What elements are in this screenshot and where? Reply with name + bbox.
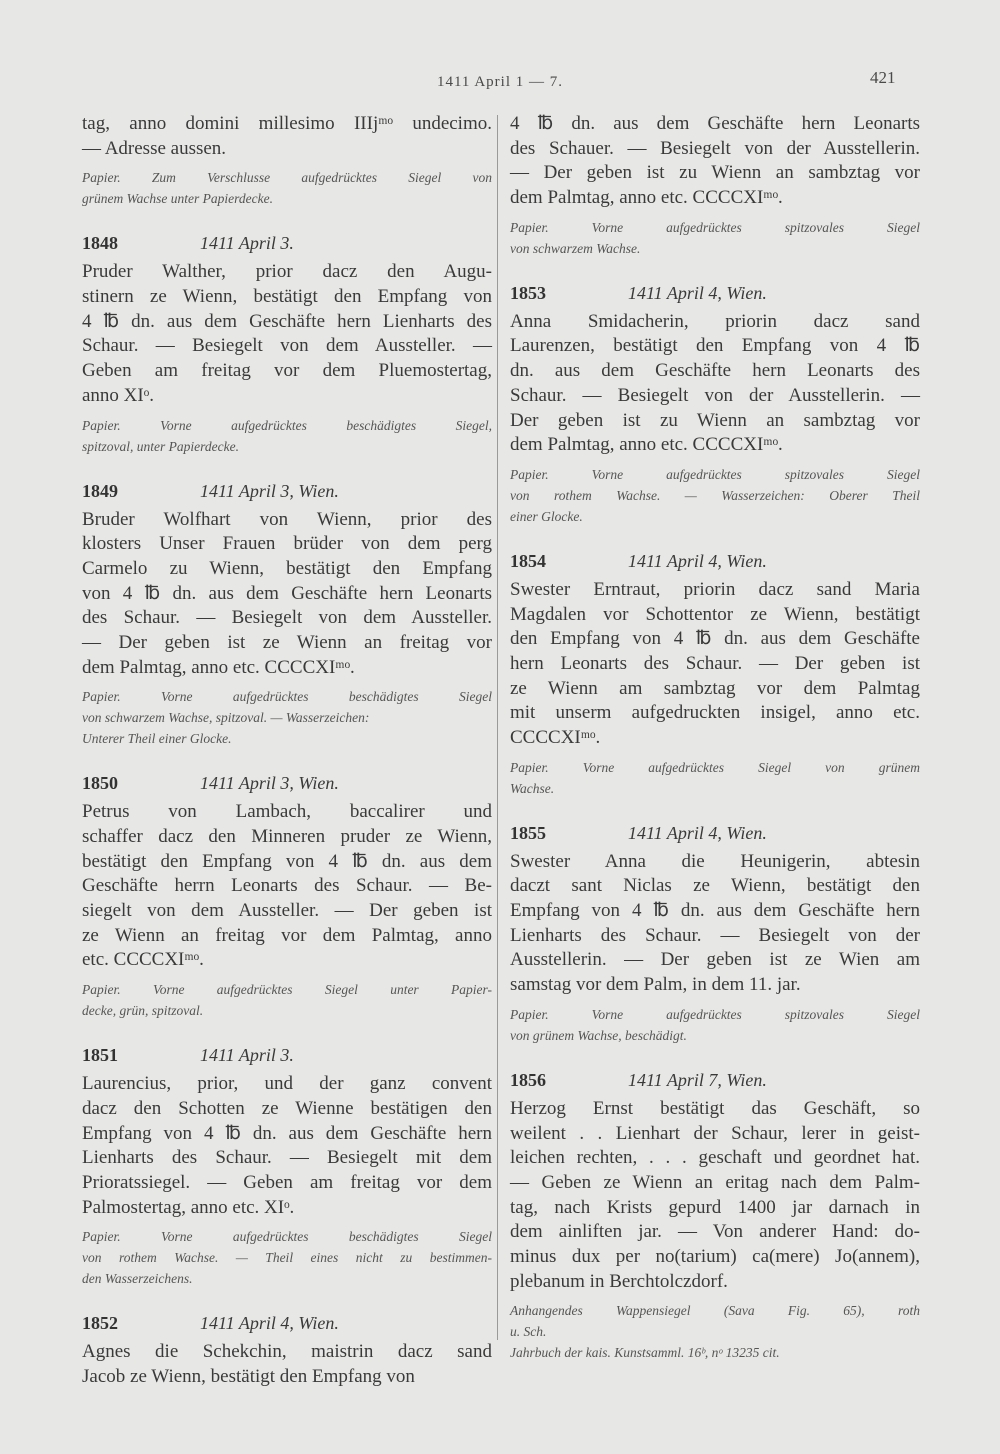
text-line: des Schaur. — Besiegelt von dem Aussteller. (82, 607, 492, 629)
text-line: — Adresse aussen. (82, 137, 227, 159)
entry-header (510, 276, 920, 310)
text-line: Der geben ist zu Wienn an sambztag vor (510, 409, 920, 431)
text-line: den Empfang von 4 ℔ dn. aus dem Geschäfte (510, 628, 920, 650)
text-line: 4 ℔ dn. aus dem Geschäfte hern Lienharts des (82, 310, 492, 332)
entry-date: 1411 April 3, Wien. (200, 773, 339, 794)
column-divider (497, 115, 498, 1340)
entry-date: 1411 April 4, Wien. (628, 822, 767, 843)
text-line: Ausstellerin. — Der geben ist ze Wien am (510, 949, 920, 971)
text-line: Schaur. — Besiegelt von dem Aussteller. — (82, 335, 492, 357)
entry-number: 1856 (510, 1069, 546, 1090)
entry-number: 1851 (82, 1045, 118, 1066)
entry-number: 1848 (82, 233, 118, 254)
text-line: mit unserm aufgedruckten insigel, anno etc. (510, 702, 920, 724)
note-line: von schwarzem Wachse, spitzoval. — Wasserzeichen: (82, 710, 370, 726)
note-line: Papier. Vorne aufgedrücktes spitzovales Siegel (510, 219, 920, 235)
text-line: Swester Anna die Heunigerin, abtesin (510, 850, 920, 872)
entry (82, 112, 492, 209)
note-line: spitzoval, unter Papierdecke. (82, 438, 239, 454)
text-line: Lienharts des Schaur. — Besiegelt von der (510, 924, 920, 946)
entry-header (82, 766, 492, 800)
text-line: Carmelo zu Wienn, bestätigt den Empfang (82, 557, 492, 579)
text-line: CCCCXIᵐᵒ. (510, 727, 601, 748)
text-line: daczt sant Niclas ze Wienn, bestätigt den (510, 875, 920, 897)
entry-number: 1852 (82, 1313, 118, 1334)
text-line: Herzog Ernst bestätigt das Geschäft, so (510, 1097, 920, 1119)
text-line: dem Palmtag, anno etc. CCCCXIᵐᵒ. (82, 656, 355, 678)
entry-date: 1411 April 4, Wien. (200, 1313, 339, 1334)
entry-header (82, 474, 492, 508)
entry-number: 1853 (510, 282, 546, 303)
entry (510, 276, 920, 527)
entry-header (510, 816, 920, 850)
text-line: Jacob ze Wienn, bestätigt den Empfang von (82, 1365, 415, 1387)
text-line: Geben am freitag vor dem Pluemostertag, (82, 360, 492, 382)
entry (82, 1306, 492, 1389)
text-line: Pruder Walther, prior dacz den Augu- (82, 261, 492, 283)
note-line: Jahrbuch der kais. Kunstsamml. 16ᵇ, nᵒ 13235 cit. (510, 1345, 780, 1361)
text-line: Prioratssiegel. — Geben am freitag vor dem (82, 1171, 492, 1193)
entry-header (82, 1306, 492, 1340)
entry-header (510, 544, 920, 578)
note-line: von schwarzem Wachse. (510, 240, 641, 256)
page-number: 421 (870, 68, 896, 87)
entry-date: 1411 April 3. (200, 1045, 294, 1066)
note-line: Wachse. (510, 780, 555, 796)
text-line: leichen rechten, . . . geschaft und geordnet hat. (510, 1147, 920, 1169)
text-line: hern Leonarts des Schaur. — Der geben ist (510, 652, 920, 674)
text-line: dacz den Schotten ze Wienne bestätigen den (82, 1097, 492, 1119)
text-line: Empfang von 4 ℔ dn. aus dem Geschäfte hern (510, 900, 920, 922)
text-line: dn. aus dem Geschäfte hern Leonarts des (510, 360, 920, 382)
entry-date: 1411 April 4, Wien. (628, 282, 767, 303)
text-line: Anna Smidacherin, priorin dacz sand (510, 310, 920, 332)
note-line: u. Sch. (510, 1324, 547, 1340)
text-line: anno XIᵒ. (82, 384, 154, 406)
note-line: von grünem Wachse, beschädigt. (510, 1027, 687, 1043)
text-line: Agnes die Schekchin, maistrin dacz sand (82, 1341, 492, 1363)
note-line: Papier. Vorne aufgedrücktes Siegel unter Papier- (82, 982, 492, 998)
entry (82, 766, 492, 1021)
text-line: Magdalen vor Schottentor ze Wienn, bestätigt (510, 603, 920, 625)
note-line: von rothem Wachse. — Wasserzeichen: Oberer Theil (510, 487, 920, 503)
text-line: des Schauer. — Besiegelt von der Ausstellerin. (510, 137, 920, 159)
text-line: Schaur. — Besiegelt von der Ausstellerin. — (510, 384, 920, 406)
entry-date: 1411 April 3, Wien. (200, 480, 339, 501)
entry (82, 474, 492, 750)
running-head: 1411 April 1 — 7. (436, 74, 564, 90)
entry-date: 1411 April 4, Wien. (628, 550, 767, 571)
text-line: ze Wienn an freitag vor dem Palmtag, anno (82, 924, 492, 946)
note-line: Papier. Zum Verschlusse aufgedrücktes Siegel von (82, 170, 492, 186)
note-line: Anhangendes Wappensiegel (Sava Fig. 65), roth (510, 1303, 920, 1319)
entry-header (510, 1063, 920, 1097)
text-line: siegelt von dem Aussteller. — Der geben ist (82, 900, 492, 922)
text-line: schaffer dacz den Minneren pruder ze Wienn, (82, 826, 492, 847)
text-line: Lienharts des Schaur. — Besiegelt mit dem (82, 1147, 492, 1169)
entry-header (82, 226, 492, 260)
entry-number: 1855 (510, 822, 546, 843)
entry (510, 1063, 920, 1364)
entry (510, 544, 920, 799)
text-line: — Der geben ist zu Wienn an sambztag vor (510, 162, 920, 184)
note-line: einer Glocke. (510, 508, 583, 524)
text-line: tag, anno domini millesimo IIIjᵐᵒ undecimo. (82, 113, 492, 134)
note-line: decke, grün, spitzoval. (82, 1003, 204, 1019)
note-line: Papier. Vorne aufgedrücktes Siegel von grünem (510, 759, 920, 775)
entry (82, 226, 492, 456)
right-column (510, 112, 920, 1363)
text-line: weilent . . Lienhart der Schaur, lerer in geist- (510, 1122, 920, 1144)
text-line: 4 ℔ dn. aus dem Geschäfte hern Leonarts (510, 113, 920, 134)
text-line: dem Palmtag, anno etc. CCCCXIᵐᵒ. (510, 434, 783, 456)
text-line: klosters Unser Frauen brüder von dem perg (82, 533, 492, 555)
text-line: bestätigt den Empfang von 4 ℔ dn. aus dem (82, 850, 492, 872)
text-line: Laurencius, prior, und der ganz convent (82, 1073, 492, 1095)
entry (510, 816, 920, 1046)
text-line: — Der geben ist ze Wienn an freitag vor (82, 631, 492, 653)
entry-number: 1850 (82, 773, 118, 794)
note-line: Papier. Vorne aufgedrücktes beschädigtes Siegel, (82, 417, 492, 433)
entry-date: 1411 April 7, Wien. (628, 1069, 767, 1090)
text-line: stinern ze Wienn, bestätigt den Empfang von (82, 286, 492, 308)
text-line: Palmostertag, anno etc. XIᵒ. (82, 1196, 295, 1218)
text-line: Swester Erntraut, priorin dacz sand Maria (510, 578, 920, 600)
note-line: Papier. Vorne aufgedrücktes beschädigtes Siegel (82, 689, 492, 705)
note-line: den Wasserzeichens. (82, 1271, 193, 1287)
text-line: etc. CCCCXIᵐᵒ. (82, 949, 204, 971)
left-column (82, 112, 492, 1390)
note-line: Papier. Vorne aufgedrücktes spitzovales Siegel (510, 466, 920, 482)
note-line: grünem Wachse unter Papierdecke. (82, 191, 273, 207)
text-line: plebanum in Berchtolczdorf. (510, 1270, 728, 1292)
text-line: Bruder Wolfhart von Wienn, prior des (82, 508, 492, 530)
entry (510, 112, 920, 259)
text-line: dem Palmtag, anno etc. CCCCXIᵐᵒ. (510, 187, 783, 209)
note-line: Papier. Vorne aufgedrücktes spitzovales Siegel (510, 1006, 920, 1022)
note-line: von rothem Wachse. — Theil eines nicht zu bestimmen- (82, 1250, 492, 1266)
entry (82, 1038, 492, 1289)
text-line: — Geben ze Wienn an eritag nach dem Palm- (510, 1171, 920, 1193)
text-line: samstag vor dem Palm, in dem 11. jar. (510, 974, 801, 996)
text-line: Empfang von 4 ℔ dn. aus dem Geschäfte hern (82, 1122, 492, 1144)
text-line: ze Wienn am sambztag vor dem Palmtag (510, 677, 920, 699)
note-line: Papier. Vorne aufgedrücktes beschädigtes Siegel (82, 1229, 492, 1245)
text-line: dem ainliften jar. — Von anderer Hand: do- (510, 1221, 920, 1243)
note-line: Unterer Theil einer Glocke. (82, 731, 232, 747)
text-line: minus dux per no(tarium) ca(mere) Jo(annem), (510, 1245, 920, 1267)
text-line: Petrus von Lambach, baccalirer und (82, 801, 492, 823)
text-line: Laurenzen, bestätigt den Empfang von 4 ℔ (510, 335, 920, 357)
entry-date: 1411 April 3. (200, 233, 294, 254)
entry-header (82, 1038, 492, 1072)
entry-number: 1854 (510, 550, 546, 571)
entry-number: 1849 (82, 480, 118, 501)
text-line: Geschäfte herrn Leonarts des Schaur. — Be- (82, 875, 492, 897)
text-line: tag, nach Krists gepurd 1400 jar darnach in (510, 1196, 920, 1218)
text-line: von 4 ℔ dn. aus dem Geschäfte hern Leonarts (82, 582, 492, 604)
